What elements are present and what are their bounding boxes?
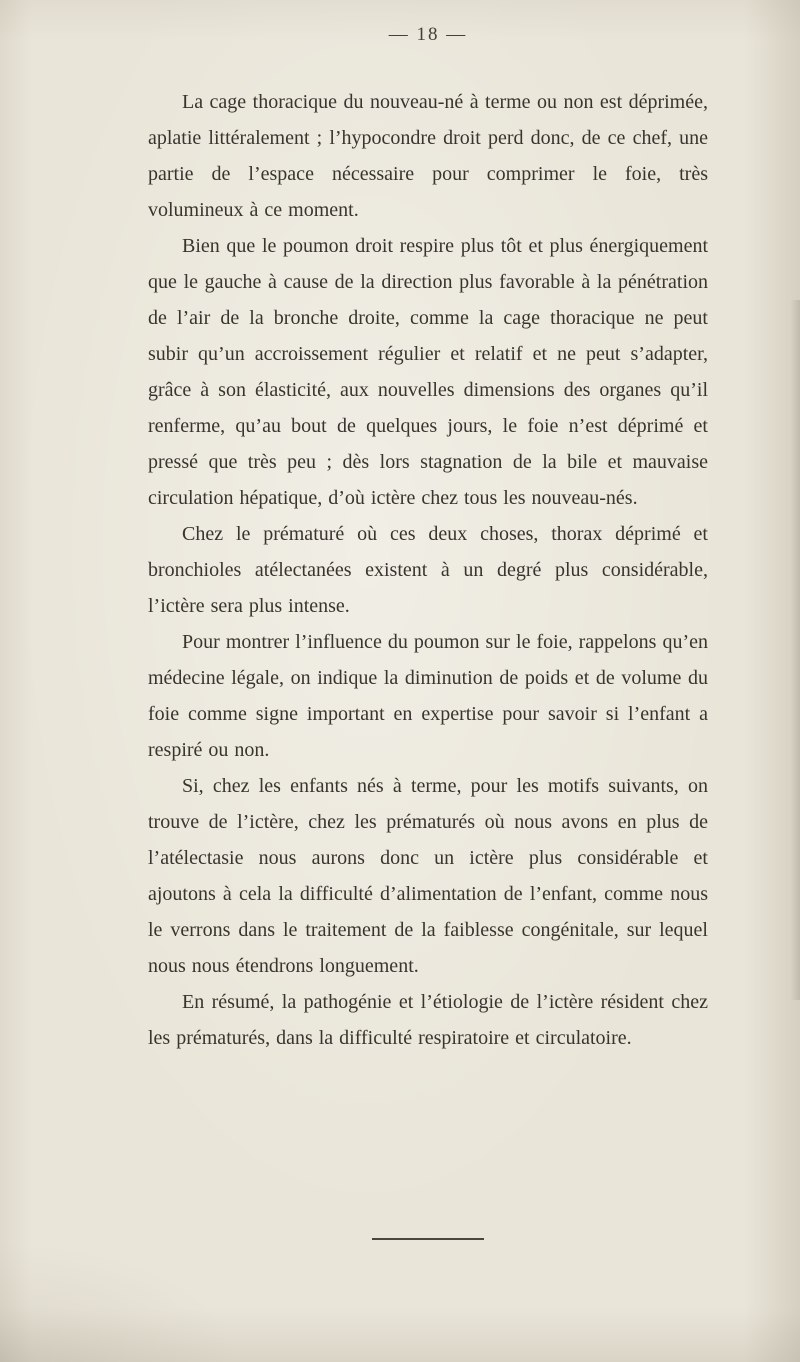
paragraph-1: La cage thoracique du nouveau-né à terme ou non est déprimée, aplatie littéralement ; l’hypocondre droit perd donc, de ce chef, une partie de l’espace nécessaire pour comprimer le foie, très volumineux à ce moment. [148,91,708,221]
page-number: — 18 — [388,24,468,45]
paragraph-4: Pour montrer l’influence du poumon sur le foie, rappelons qu’en médecine légale, on indique la diminution de poids et de volume du foie comme signe important en expertise pour savoir si l’enfant a respiré ou non. [148,631,708,761]
paragraph-2: Bien que le poumon droit respire plus tôt et plus énergiquement que le gauche à cause de la direction plus favorable à la pénétration de l’air de la bronche droite, comme la cage thoracique ne peut subir qu’un accroissement régulier et relatif et ne peut s’adapter, grâce à son élasticité, aux nouvelles dimensions des organes qu’il renferme, qu’au bout de quelques jours, le foie n’est déprimé et pressé que très peu ; dès lors stagnation de la bile et mauvaise circulation hépatique, d’où ictère chez tous les nouveau-nés. [148,235,708,509]
paragraph-3: Chez le prématuré où ces deux choses, thorax déprimé et bronchioles atélectanées existent à un degré plus considérable, l’ictère sera plus intense. [148,523,708,617]
section-divider [372,1238,484,1240]
scan-edge-shadow [790,300,800,1000]
scan-corner-shadow [0,1242,240,1362]
paragraph-5: Si, chez les enfants nés à terme, pour les motifs suivants, on trouve de l’ictère, chez les prématurés où nous avons en plus de l’atélectasie nous aurons donc un ictère plus considérable et ajoutons à cela la difficulté d’alimentation de l’enfant, comme nous le verrons dans le traitement de la faiblesse congénitale, sur lequel nous nous étendrons longuement. [148,775,708,977]
text-block [148,84,708,1056]
paragraph-6: En résumé, la pathogénie et l’étiologie de l’ictère résident chez les prématurés, dans la difficulté respiratoire et circulatoire. [148,991,708,1049]
